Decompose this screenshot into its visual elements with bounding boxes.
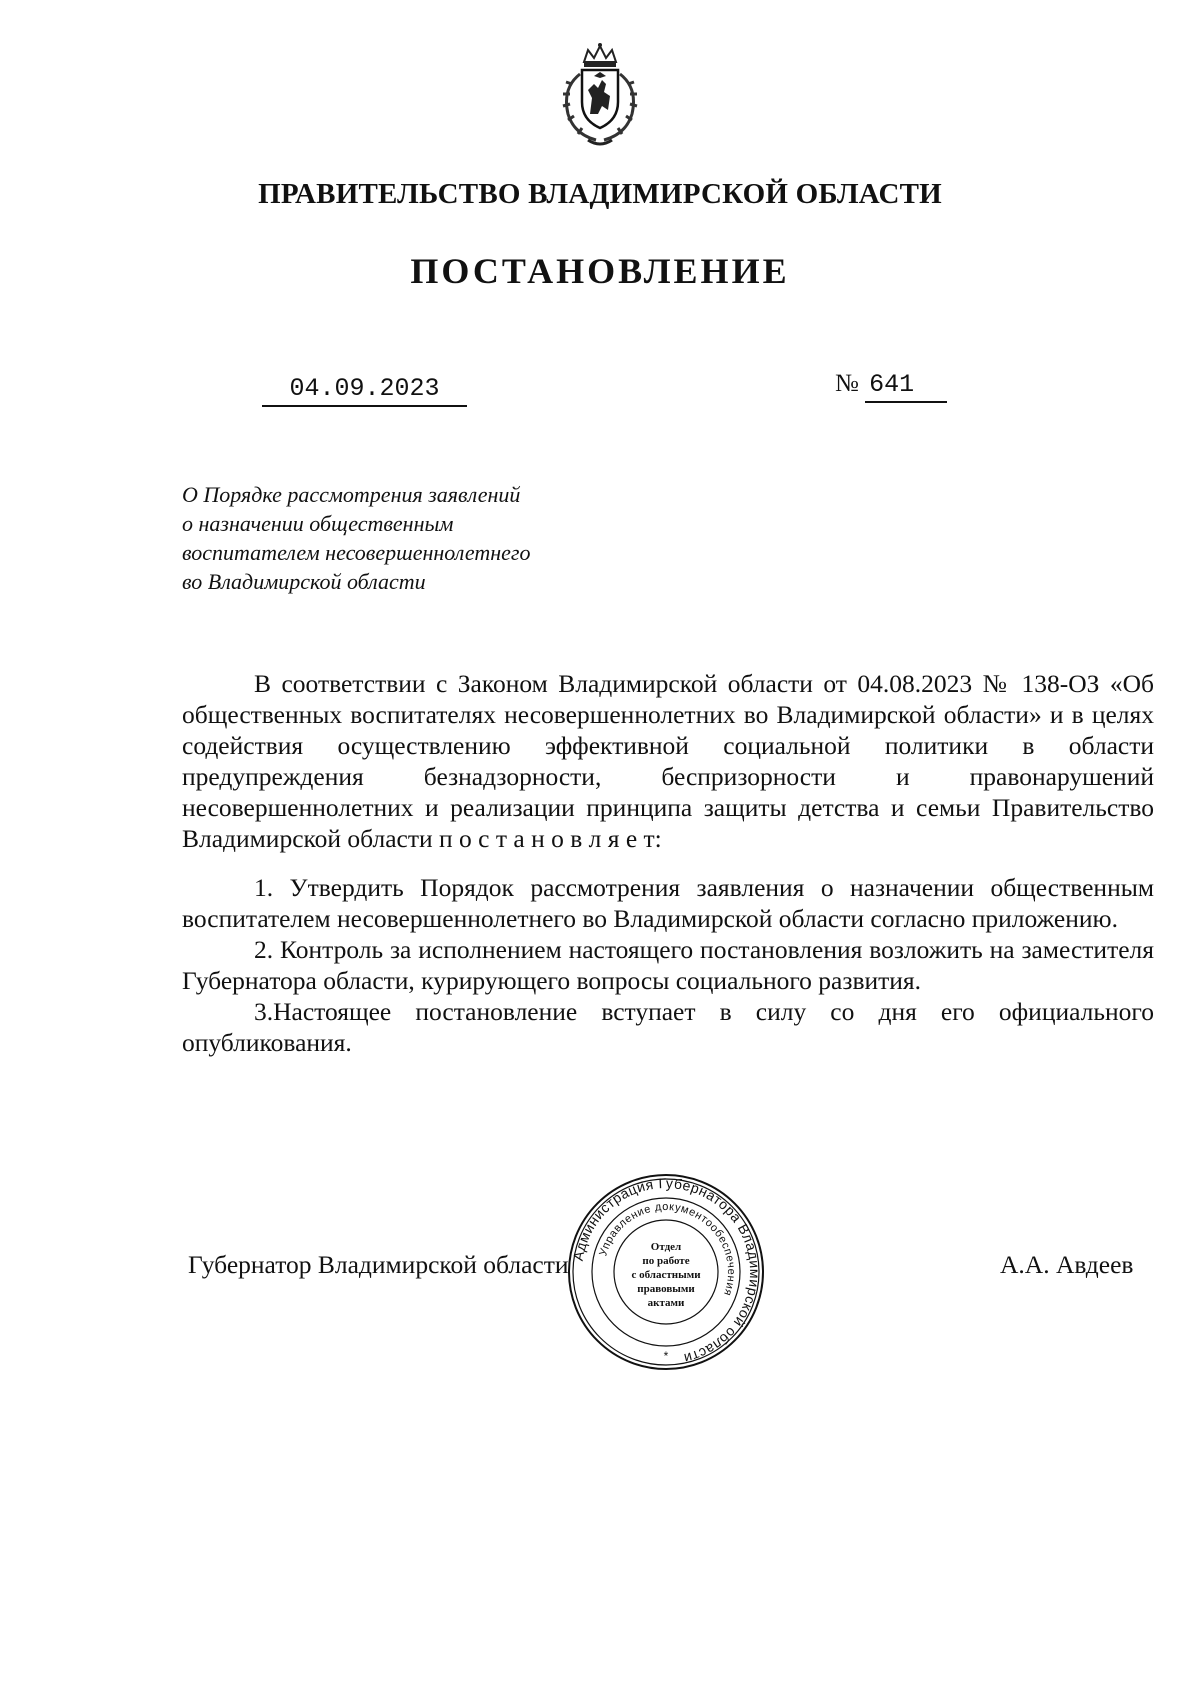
- item-2-paragraph: 2. Контроль за исполнением настоящего постановления возложить на заместителя Губернатора области, курирующего вопросы социального развития.: [182, 935, 1154, 995]
- item-1-paragraph: 1. Утвердить Порядок рассмотрения заявления о назначении общественным воспитателем несовершеннолетнего во Владимирской области согласно приложению.: [182, 873, 1154, 933]
- stamp-inner-text: Управление документообеспечения: [597, 1200, 738, 1298]
- document-number: 641: [865, 370, 947, 403]
- number-sign: №: [835, 370, 859, 397]
- signatory-name: А.А. Авдеев: [1000, 1250, 1134, 1279]
- document-number-block: [835, 370, 947, 403]
- document-type-title: ПОСТАНОВЛЕНИЕ: [410, 251, 790, 291]
- item-3-paragraph: 3.Настоящее постановление вступает в силу со дня его официального опубликования.: [182, 997, 1154, 1057]
- stamp-center-line: актами: [647, 1297, 685, 1309]
- stamp-outer-text: Администрация Губернатора Владимирской области: [569, 1174, 764, 1368]
- document-subject: [182, 480, 602, 596]
- svg-text:*: *: [663, 1349, 669, 1363]
- subject-line: О Порядке рассмотрения заявлений: [182, 482, 521, 507]
- organization-title: ПРАВИТЕЛЬСТВО ВЛАДИМИРСКОЙ ОБЛАСТИ: [258, 178, 942, 210]
- stamp-center-line: Отдел: [650, 1241, 682, 1253]
- coat-of-arms-icon: [544, 40, 656, 152]
- subject-line: о назначении общественным: [182, 511, 454, 536]
- resolves-word: п о с т а н о в л я е т:: [439, 824, 662, 853]
- preamble-paragraph: [182, 668, 1154, 854]
- subject-line: воспитателем несовершеннолетнего: [182, 540, 531, 565]
- stamp-center-line: с областными: [631, 1269, 701, 1281]
- stamp-center-line: по работе: [642, 1255, 690, 1267]
- official-stamp: [566, 1172, 766, 1372]
- stamp-center-line: правовыми: [637, 1283, 695, 1295]
- subject-line: во Владимирской области: [182, 569, 426, 594]
- preamble-text: В соответствии с Законом Владимирской области от 04.08.2023 № 138-ОЗ «Об общественных воспитателях несовершеннолетних во Владимирской области» и в целях содействия осуществлению эффективной социальной политики в области предупреждения безнадзорности, беспризорности и правонарушений несовершеннолетних и реализации принципа защиты детства и семьи Правительство Владимирской области: [182, 669, 1154, 853]
- document-body: [182, 668, 1154, 1058]
- document-date: 04.09.2023: [262, 374, 467, 407]
- signatory-title: Губернатор Владимирской области: [188, 1250, 569, 1279]
